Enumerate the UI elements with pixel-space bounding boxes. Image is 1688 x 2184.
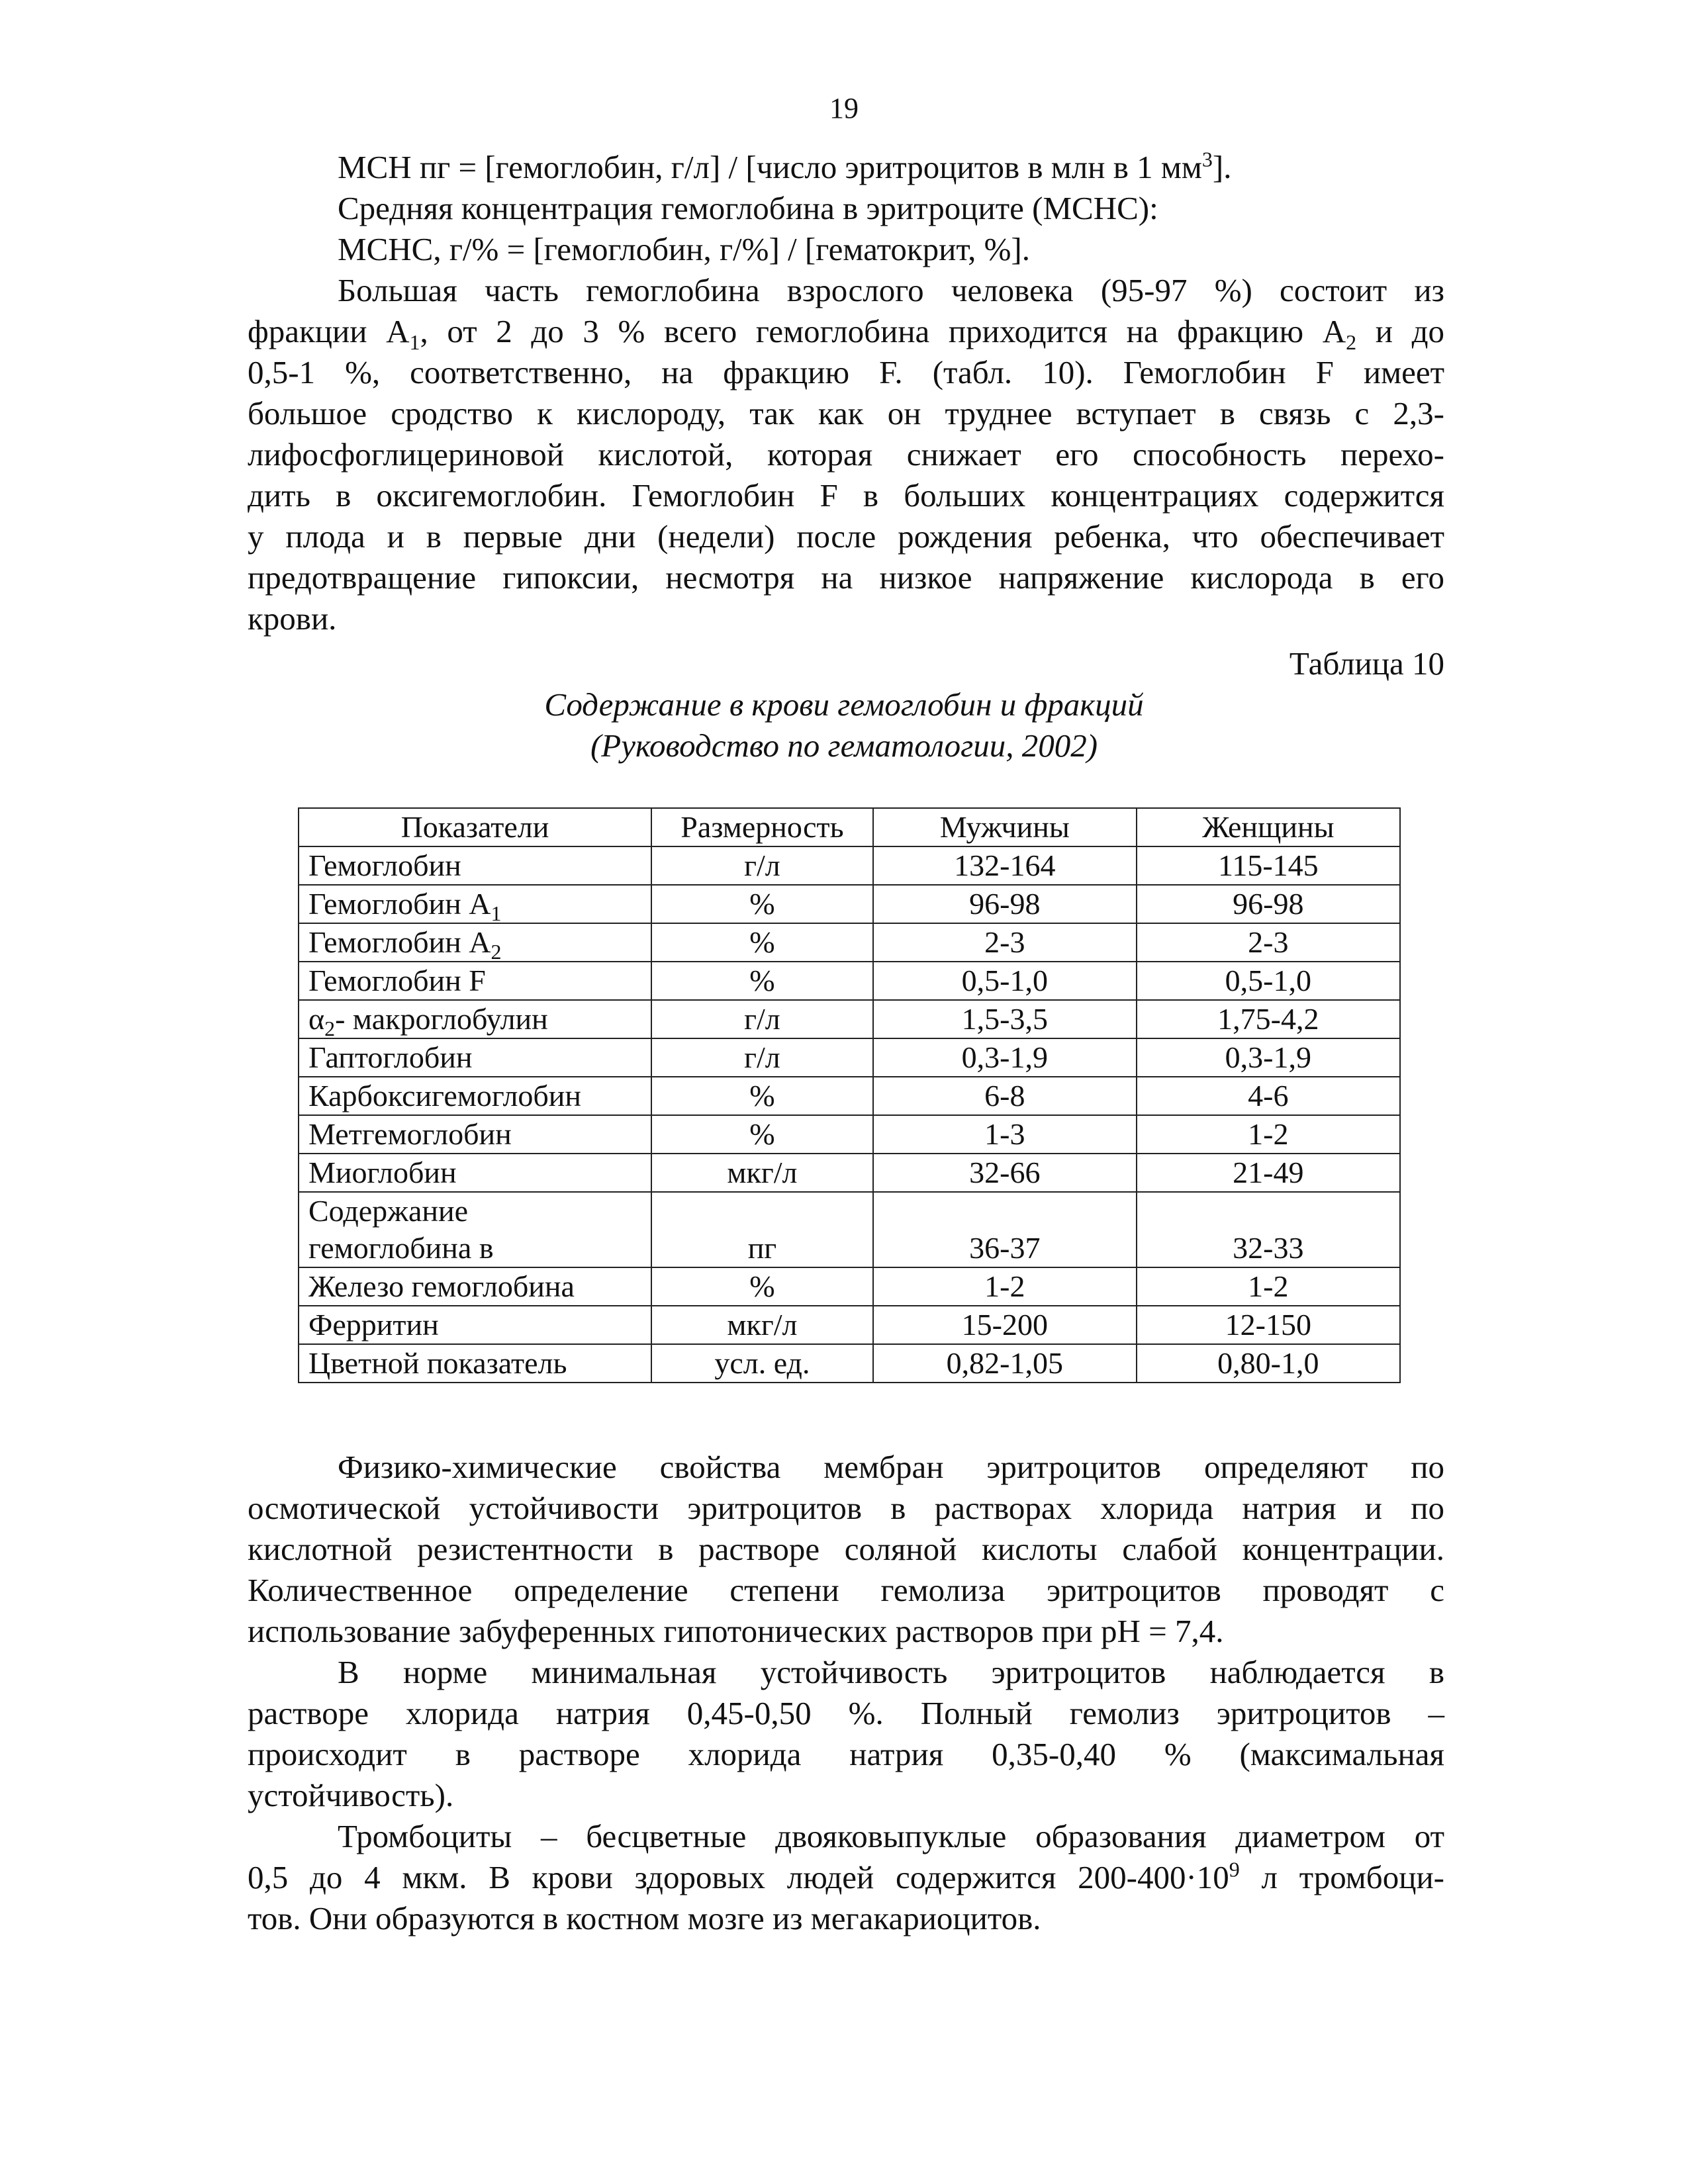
row-name: Гемоглобин $А_1$ <box>299 885 651 923</box>
row-women: 1-2 <box>1137 1115 1400 1154</box>
row-unit: пг <box>651 1192 873 1267</box>
row-name: Цветной показатель <box>299 1344 651 1383</box>
paragraph-line: фракции $А_1$, от 2 до 3 % всего гемоглобина приходится на фракцию $А_2$ и до <box>248 313 1444 354</box>
table-row <box>299 1154 1400 1192</box>
paragraph-line: растворе хлорида натрия 0,45-0,50 %. Полный гемолиз эритроцитов – <box>248 1695 1444 1731</box>
paragraph-line: В норме минимальная устойчивость эритроцитов наблюдается в <box>338 1654 1444 1690</box>
row-women: 96-98 <box>1137 885 1400 923</box>
table-row <box>299 846 1400 885</box>
paragraph-line: использование забуференных гипотонических растворов при рН = 7,4. <box>248 1613 1224 1649</box>
row-women: 2-3 <box>1137 923 1400 962</box>
hemoglobin-table <box>298 807 1401 1383</box>
table-row <box>299 885 1400 923</box>
row-unit: г/л <box>651 1000 873 1038</box>
row-women: 1,75-4,2 <box>1137 1000 1400 1038</box>
paragraph-line: тов. Они образуются в костном мозге из мегакариоцитов. <box>248 1900 1041 1936</box>
table-row <box>299 1306 1400 1344</box>
paragraph-line: предотвращение гипоксии, несмотря на низкое напряжение кислорода в его <box>248 559 1444 596</box>
row-unit: % <box>651 1077 873 1115</box>
paragraph-line: кислотной резистентности в растворе соляной кислоты слабой концентрации. <box>248 1531 1444 1567</box>
paragraph-line: происходит в растворе хлорида натрия 0,35-0,40 % (максимальная <box>248 1736 1444 1772</box>
table-caption: Таблица 10 <box>1289 645 1444 682</box>
row-men: 32-66 <box>873 1154 1137 1192</box>
row-men: 132-164 <box>873 846 1137 885</box>
row-name: Метгемоглобин <box>299 1115 651 1154</box>
paragraph-line: у плода и в первые дни (недели) после рождения ребенка, что обеспечивает <box>248 518 1444 555</box>
intro-text <box>248 147 1444 639</box>
paragraph-line: Большая часть гемоглобина взрослого человека (95-97 %) состоит из <box>338 272 1444 308</box>
table-row <box>299 1000 1400 1038</box>
header-indicator: Показатели <box>299 808 651 846</box>
table-row <box>299 923 1400 962</box>
table-row <box>299 1344 1400 1383</box>
row-men: 0,3-1,9 <box>873 1038 1137 1077</box>
row-women: 12-150 <box>1137 1306 1400 1344</box>
row-men: 15-200 <box>873 1306 1137 1344</box>
row-unit: мкг/л <box>651 1306 873 1344</box>
table-title <box>0 684 1688 766</box>
header-men: Мужчины <box>873 808 1137 846</box>
row-men: 1,5-3,5 <box>873 1000 1137 1038</box>
row-name: $\alpha_2-$ макроглобулин <box>299 1000 651 1038</box>
row-unit: % <box>651 962 873 1000</box>
row-women: 0,3-1,9 <box>1137 1038 1400 1077</box>
row-women: 4-6 <box>1137 1077 1400 1115</box>
mchc-heading: Средняя концентрация гемоглобина в эритроците (МСНС): <box>338 190 1158 226</box>
row-unit: г/л <box>651 1038 873 1077</box>
row-men: 2-3 <box>873 923 1137 962</box>
table-header-row <box>299 808 1400 846</box>
row-name: Гемоглобин $А_2$ <box>299 923 651 962</box>
table-row <box>299 1115 1400 1154</box>
table-row <box>299 1077 1400 1115</box>
table-row <box>299 1267 1400 1306</box>
table-row <box>299 1038 1400 1077</box>
row-women: 0,80-1,0 <box>1137 1344 1400 1383</box>
row-men: 96-98 <box>873 885 1137 923</box>
header-unit: Размерность <box>651 808 873 846</box>
row-name: Миоглобин <box>299 1154 651 1192</box>
row-men: 36-37 <box>873 1192 1137 1267</box>
row-name: Гемоглобин F <box>299 962 651 1000</box>
table-row <box>299 962 1400 1000</box>
row-men: 6-8 <box>873 1077 1137 1115</box>
page-number: 19 <box>829 92 859 124</box>
row-women: 0,5-1,0 <box>1137 962 1400 1000</box>
row-women: 21-49 <box>1137 1154 1400 1192</box>
row-men: 1-3 <box>873 1115 1137 1154</box>
row-unit: % <box>651 1267 873 1306</box>
mchc-formula: МСНС, г/% = [гемоглобин, г/%] / [гематокрит, %]. <box>338 231 1030 267</box>
paragraph-line: устойчивость). <box>248 1777 454 1813</box>
paragraph-line: Тромбоциты – бесцветные двояковыпуклые образования диаметром от <box>338 1818 1444 1854</box>
row-men: 1-2 <box>873 1267 1137 1306</box>
row-name: Содержание гемоглобина в <box>299 1192 651 1267</box>
row-name: Гемоглобин <box>299 846 651 885</box>
paragraph-line: дить в оксигемоглобин. Гемоглобин F в больших концентрациях содержится <box>248 477 1444 514</box>
row-men: 0,82-1,05 <box>873 1344 1137 1383</box>
row-unit: г/л <box>651 846 873 885</box>
lower-text <box>248 1447 1444 1939</box>
table-title-line-2: (Руководство по гематологии, 2002) <box>590 727 1098 764</box>
row-unit: % <box>651 923 873 962</box>
paragraph-line: осмотической устойчивости эритроцитов в растворах хлорида натрия и по <box>248 1490 1444 1526</box>
row-men: 0,5-1,0 <box>873 962 1137 1000</box>
paragraph-line: большое сродство к кислороду, так как он труднее вступает в связь с 2,3- <box>248 395 1444 432</box>
table-title-line-1: Содержание в крови гемоглобин и фракций <box>544 686 1144 723</box>
row-name: Карбоксигемоглобин <box>299 1077 651 1115</box>
header-women: Женщины <box>1137 808 1400 846</box>
paragraph-line: 0,5-1 %, соответственно, на фракцию F. (табл. 10). Гемоглобин F имеет <box>248 354 1444 390</box>
row-women: 115-145 <box>1137 846 1400 885</box>
paragraph-line: крови. <box>248 600 337 637</box>
row-women: 1-2 <box>1137 1267 1400 1306</box>
paragraph-line: Физико-химические свойства мембран эритроцитов определяют по <box>338 1449 1444 1485</box>
paragraph-line: лифосфоглицериновой кислотой, которая снижает его способность перехо- <box>248 436 1444 473</box>
paragraph-line: 0,5 до 4 мкм. В крови здоровых людей содержится $200-400\cdot 10^9$ л тромбоци- <box>248 1857 1445 1895</box>
row-name: Гаптоглобин <box>299 1038 651 1077</box>
row-name: Ферритин <box>299 1306 651 1344</box>
row-unit: усл. ед. <box>651 1344 873 1383</box>
table-row <box>299 1192 1400 1267</box>
row-name: Железо гемоглобина <box>299 1267 651 1306</box>
row-unit: % <box>651 885 873 923</box>
row-women: 32-33 <box>1137 1192 1400 1267</box>
mch-formula: МСН пг = [гемоглобин, г/л] / [число эритроцитов в млн в 1 $мм^3$]. <box>338 147 1232 185</box>
paragraph-line: Количественное определение степени гемолиза эритроцитов проводят с <box>248 1572 1444 1608</box>
row-unit: % <box>651 1115 873 1154</box>
row-unit: мкг/л <box>651 1154 873 1192</box>
